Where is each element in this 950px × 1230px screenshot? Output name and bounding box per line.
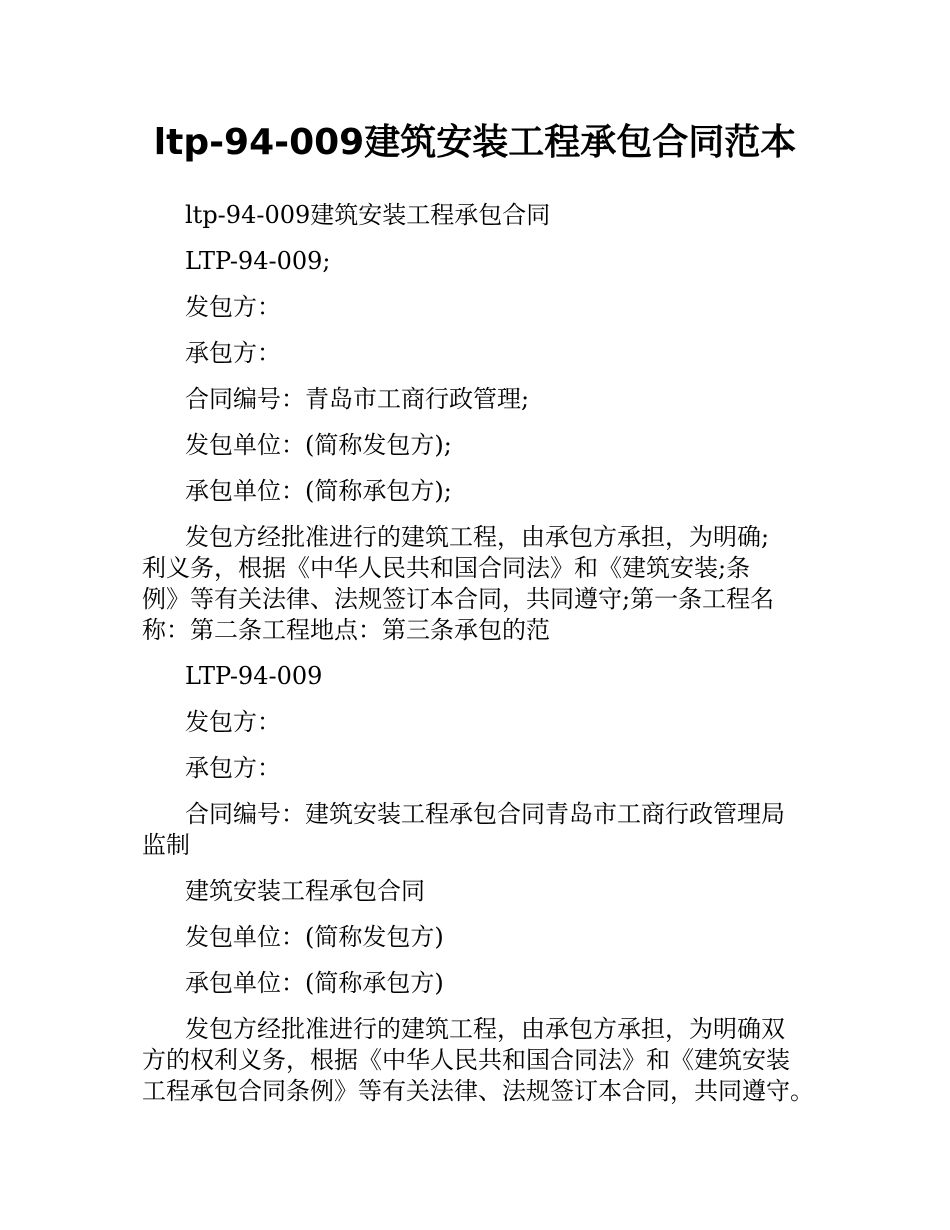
paragraph-line: 承包方：	[185, 754, 281, 782]
paragraph-line: 建筑安装工程承包合同	[185, 877, 425, 905]
paragraph-line: 承包单位：(简称承包方);	[185, 477, 452, 505]
paragraph-line: 发包方经批准进行的建筑工程，由承包方承担，为明确双	[185, 1015, 785, 1043]
paragraph-line: 利义务，根据《中华人民共和国合同法》和《建筑安装;条	[142, 554, 751, 582]
document-paragraph	[142, 476, 832, 507]
paragraph-line: 监制	[142, 831, 190, 859]
paragraph-line: ltp-94-009建筑安装工程承包合同	[185, 201, 551, 229]
paragraph-line: 合同编号：青岛市工商行政管理;	[185, 385, 530, 413]
paragraph-line: 工程承包合同条例》等有关法律、法规签订本合同，共同遵守。	[142, 1077, 814, 1105]
paragraph-line: 承包单位：(简称承包方)	[185, 969, 444, 997]
document-paragraph	[142, 753, 832, 784]
paragraph-line: 称：第二条工程地点：第三条承包的范	[142, 616, 550, 644]
document-paragraph	[142, 522, 832, 646]
paragraph-line: 发包单位：(简称发包方);	[185, 431, 452, 459]
paragraph-line: 合同编号：建筑安装工程承包合同青岛市工商行政管理局	[185, 800, 785, 828]
document-paragraph	[142, 384, 832, 415]
paragraph-line: 发包单位：(简称发包方)	[185, 923, 444, 951]
document-paragraph	[142, 922, 832, 953]
document-title: ltp-94-009建筑安装工程承包合同范本	[153, 122, 797, 163]
document-body	[142, 200, 832, 1122]
document-paragraph	[142, 246, 832, 277]
document-paragraph	[142, 876, 832, 907]
document-paragraph	[142, 338, 832, 369]
paragraph-line: LTP-94-009;	[185, 247, 331, 275]
document-paragraph	[142, 200, 832, 231]
document-paragraph	[142, 292, 832, 323]
paragraph-line: 发包方：	[185, 293, 281, 321]
document-paragraph	[142, 1014, 832, 1107]
paragraph-line: 方的权利义务，根据《中华人民共和国合同法》和《建筑安装	[142, 1046, 790, 1074]
paragraph-line: 例》等有关法律、法规签订本合同，共同遵守;第一条工程名	[142, 585, 775, 613]
paragraph-line: 承包方：	[185, 339, 281, 367]
document-paragraph	[142, 430, 832, 461]
document-paragraph	[142, 968, 832, 999]
paragraph-line: LTP-94-009	[185, 662, 323, 690]
document-paragraph	[142, 707, 832, 738]
document-paragraph	[142, 799, 832, 861]
document-paragraph	[142, 661, 832, 692]
paragraph-line: 发包方：	[185, 708, 281, 736]
paragraph-line: 发包方经批准进行的建筑工程，由承包方承担，为明确;	[185, 523, 770, 551]
